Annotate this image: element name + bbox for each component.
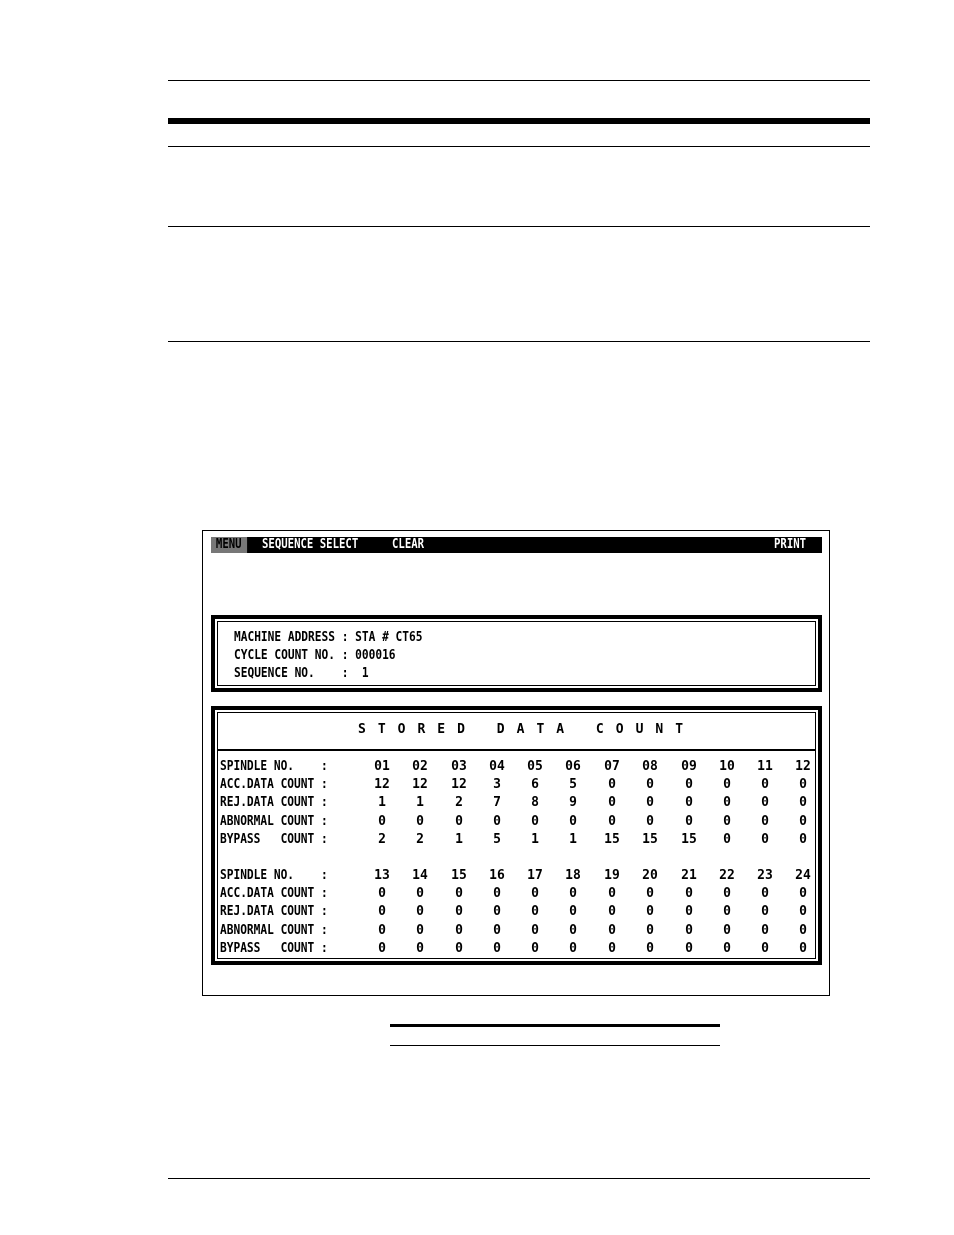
cell-value: 15 [451,868,467,883]
cell-value: 0 [646,777,654,793]
row-label: ABNORMAL COUNT : [220,922,328,938]
table-row [220,886,820,904]
cell-value: 04 [489,759,505,774]
table-row [220,814,820,832]
cell-value: 0 [799,922,807,938]
cell-value: 0 [608,940,616,956]
cell-value: 0 [761,886,769,902]
cell-value: 20 [642,868,658,883]
spindle-header-row [220,868,820,886]
print-button[interactable]: PRINT [774,537,807,552]
cell-value: 12 [451,777,467,793]
cell-value: 12 [795,759,811,774]
cell-value: 0 [646,922,654,938]
cell-value: 1 [531,831,539,847]
cell-value: 01 [374,759,390,774]
stored-data-title: STORED DATA COUNT [358,722,696,737]
cell-value: 0 [569,886,577,902]
cell-value: 0 [493,940,501,956]
cell-value: 0 [761,922,769,938]
cell-value: 0 [608,813,616,829]
cell-value: 0 [608,922,616,938]
cell-value: 16 [489,868,505,883]
cell-value: 2 [378,831,386,847]
cell-value: 0 [569,940,577,956]
row-label: BYPASS COUNT : [220,831,328,847]
cell-value: 2 [416,831,424,847]
table-row [220,941,820,959]
cell-value: 0 [761,904,769,920]
machine-info-panel [211,615,822,692]
cell-value: 2 [455,795,463,811]
cell-value: 0 [569,922,577,938]
cell-value: 22 [719,868,735,883]
cell-value: 5 [569,777,577,793]
cell-value: 0 [723,795,731,811]
header-rule-top [168,80,870,81]
cell-value: 02 [412,759,428,774]
cell-value: 0 [493,886,501,902]
cell-value: 0 [761,940,769,956]
cell-value: 13 [374,868,390,883]
row-label: ABNORMAL COUNT : [220,813,328,829]
cell-value: 0 [416,940,424,956]
cell-value: 0 [723,904,731,920]
spindle-header-row [220,759,820,777]
cell-value: 0 [723,831,731,847]
cell-value: 0 [493,813,501,829]
cell-value: 0 [799,940,807,956]
cell-value: 11 [757,759,773,774]
cell-value: 6 [531,777,539,793]
cell-value: 1 [455,831,463,847]
cell-value: 14 [412,868,428,883]
cell-value: 15 [604,831,620,847]
section-rule-1 [168,146,870,147]
row-label: SPINDLE NO. : [220,759,328,774]
table-row [220,795,820,813]
cell-value: 0 [493,904,501,920]
cell-value: 0 [531,922,539,938]
cell-value: 0 [455,904,463,920]
cell-value: 19 [604,868,620,883]
cell-value: 07 [604,759,620,774]
cell-value: 0 [646,886,654,902]
cell-value: 12 [374,777,390,793]
cell-value: 1 [416,795,424,811]
sequence-number: SEQUENCE NO. : 1 [234,666,369,681]
cell-value: 0 [455,922,463,938]
clear-button[interactable]: CLEAR [392,537,425,552]
terminal-screen [202,530,830,996]
cell-value: 0 [761,831,769,847]
section-rule-2 [168,226,870,227]
table-row [220,832,820,850]
cell-value: 0 [608,904,616,920]
cell-value: 0 [531,813,539,829]
cell-value: 0 [761,813,769,829]
cell-value: 0 [723,886,731,902]
caption-rule-top [390,1024,720,1027]
cell-value: 0 [608,777,616,793]
row-label: SPINDLE NO. : [220,868,328,883]
cell-value: 0 [685,940,693,956]
cell-value: 10 [719,759,735,774]
header-rule-thick [168,118,870,124]
row-label: REJ.DATA COUNT : [220,795,328,811]
cell-value: 0 [685,886,693,902]
cell-value: 0 [685,922,693,938]
cell-value: 15 [681,831,697,847]
cell-value: 0 [378,940,386,956]
cell-value: 0 [569,813,577,829]
cell-value: 17 [527,868,543,883]
cell-value: 23 [757,868,773,883]
table-row [220,777,820,795]
cell-value: 05 [527,759,543,774]
cell-value: 0 [685,813,693,829]
cell-value: 9 [569,795,577,811]
cell-value: 0 [723,813,731,829]
cell-value: 0 [761,795,769,811]
table-row [220,904,820,922]
cell-value: 0 [416,886,424,902]
cell-value: 5 [493,831,501,847]
row-label: REJ.DATA COUNT : [220,904,328,920]
menu-button[interactable]: MENU [211,537,247,553]
cell-value: 18 [565,868,581,883]
cell-value: 0 [378,886,386,902]
section-rule-3 [168,341,870,342]
row-label: BYPASS COUNT : [220,940,328,956]
sequence-select-button[interactable]: SEQUENCE SELECT [262,537,359,552]
cell-value: 0 [531,886,539,902]
cell-value: 7 [493,795,501,811]
cell-value: 0 [531,940,539,956]
cell-value: 0 [646,813,654,829]
cell-value: 03 [451,759,467,774]
stored-data-panel [211,706,822,965]
cell-value: 1 [569,831,577,847]
machine-address: MACHINE ADDRESS : STA # CT65 [234,630,423,645]
cell-value: 0 [799,795,807,811]
cell-value: 0 [761,777,769,793]
cell-value: 8 [531,795,539,811]
cell-value: 09 [681,759,697,774]
cell-value: 0 [799,831,807,847]
cell-value: 15 [642,831,658,847]
cell-value: 0 [416,922,424,938]
table-row [220,923,820,941]
cell-value: 0 [799,813,807,829]
cell-value: 0 [378,922,386,938]
cycle-count: CYCLE COUNT NO. : 000016 [234,648,396,663]
cell-value: 0 [723,777,731,793]
cell-value: 21 [681,868,697,883]
cell-value: 08 [642,759,658,774]
cell-value: 0 [378,813,386,829]
caption-rule-bottom [390,1045,720,1046]
cell-value: 0 [799,777,807,793]
row-label: ACC.DATA COUNT : [220,777,328,793]
cell-value: 0 [608,795,616,811]
title-separator [218,749,815,751]
cell-value: 0 [416,904,424,920]
cell-value: 0 [685,777,693,793]
cell-value: 0 [531,904,539,920]
cell-value: 0 [455,886,463,902]
cell-value: 0 [685,795,693,811]
menu-bar [211,537,822,553]
cell-value: 0 [378,904,386,920]
cell-value: 0 [646,904,654,920]
cell-value: 0 [646,795,654,811]
cell-value: 0 [685,904,693,920]
cell-value: 1 [378,795,386,811]
row-label: ACC.DATA COUNT : [220,886,328,902]
cell-value: 06 [565,759,581,774]
cell-value: 0 [723,922,731,938]
cell-value: 0 [416,813,424,829]
cell-value: 24 [795,868,811,883]
cell-value: 0 [723,940,731,956]
cell-value: 0 [493,922,501,938]
cell-value: 0 [455,940,463,956]
cell-value: 0 [799,904,807,920]
cell-value: 12 [412,777,428,793]
cell-value: 0 [646,940,654,956]
footer-rule [168,1178,870,1179]
cell-value: 3 [493,777,501,793]
cell-value: 0 [608,886,616,902]
cell-value: 0 [455,813,463,829]
cell-value: 0 [799,886,807,902]
cell-value: 0 [569,904,577,920]
